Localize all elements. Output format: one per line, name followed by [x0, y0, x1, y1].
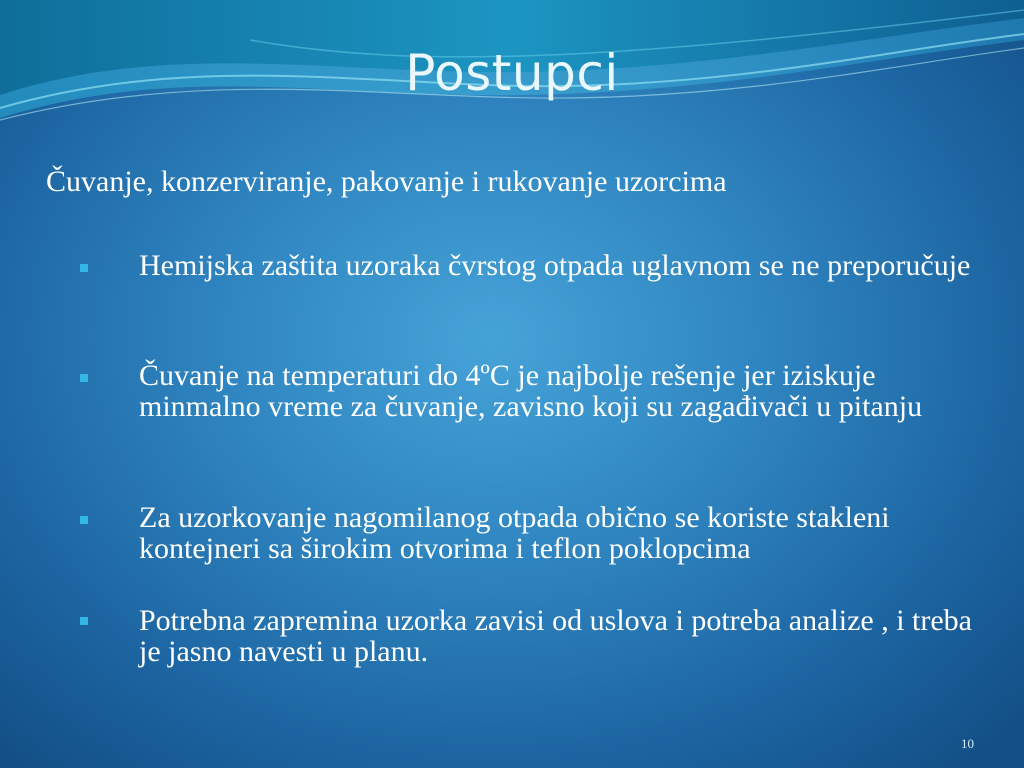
bullet-text: Čuvanje na temperaturi do 4ºC je najbolje rešenje jer iziskuje minmalno vreme za čuvanje, zavisno koji su zagađivači u pitanju [139, 359, 923, 423]
square-bullet-icon [80, 516, 88, 524]
slide-heading: Čuvanje, konzerviranje, pakovanje i rukovanje uzorcima [46, 165, 727, 198]
slide-number: 10 [961, 736, 974, 751]
square-bullet-icon [80, 264, 88, 272]
bullet-text: Potrebna zapremina uzorka zavisi od uslova i potreba analize , i treba je jasno navesti u planu. [139, 604, 972, 668]
slide-title: Postupci [405, 44, 619, 102]
bullet-text: Hemijska zaštita uzoraka čvrstog otpada uglavnom se ne preporučuje [139, 249, 971, 282]
square-bullet-icon [80, 617, 88, 625]
bullet-text: Za uzorkovanje nagomilanog otpada obično se koriste stakleni kontejneri sa širokim otvorima i teflon poklopcima [139, 501, 890, 565]
square-bullet-icon [80, 374, 88, 382]
